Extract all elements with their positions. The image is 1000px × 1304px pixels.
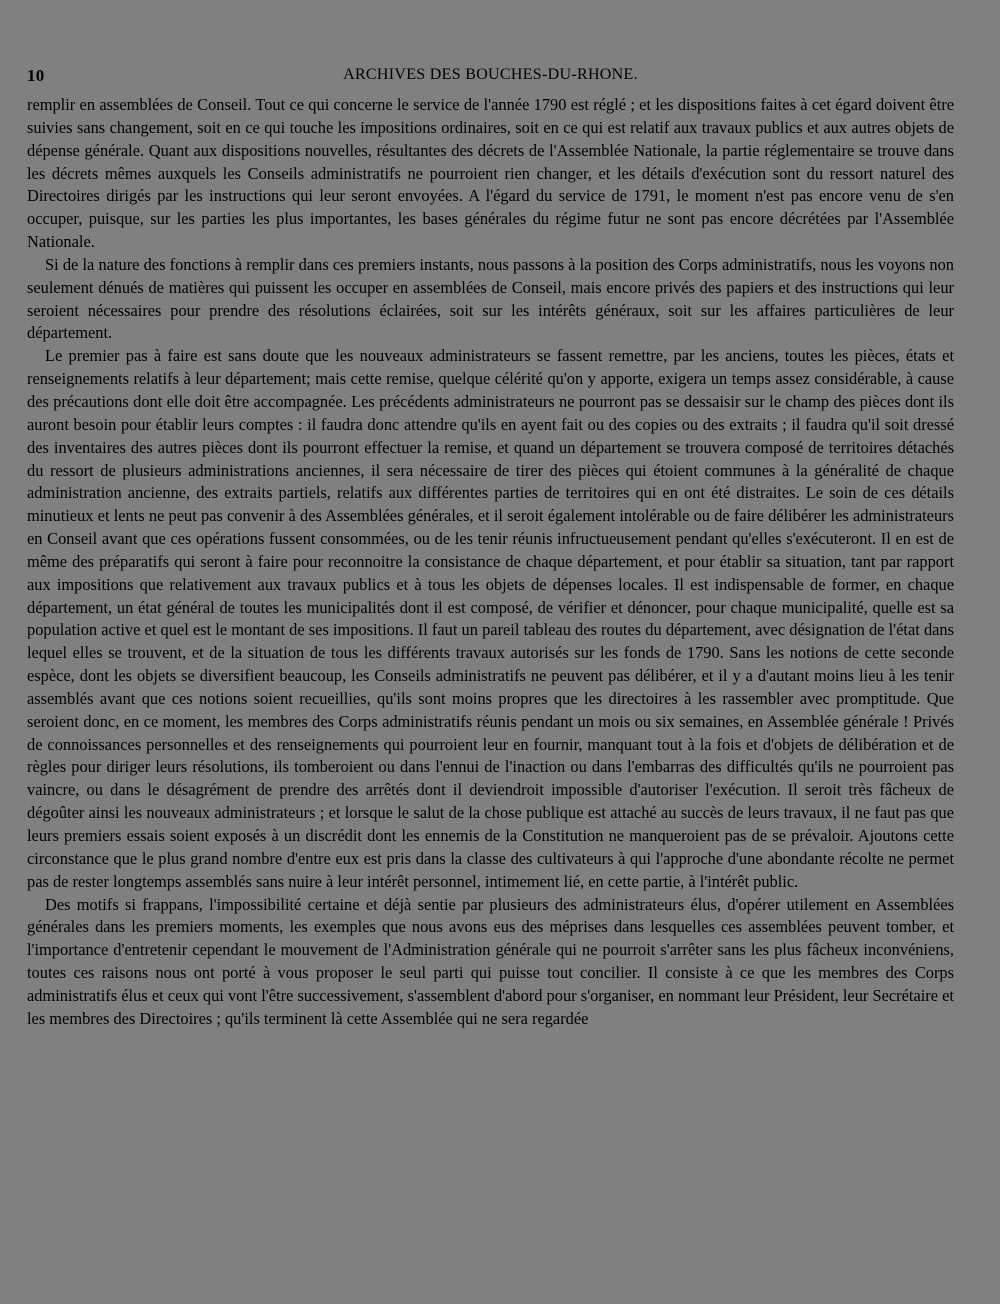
paragraph: Des motifs si frappans, l'impossibilité certaine et déjà sentie par plusieurs des administrateurs élus, d'opérer utilement en Assemblées générales dans les premiers moments, les exemples que nous avons eus des méprises dans lesquelles ces assemblées peuvent tomber, et l'importance d'entretenir cependant le mouvement de l'Administration générale qui ne pourroit s'arrêter sans les plus fâcheux inconvéniens, toutes ces raisons nous ont porté à vous proposer le seul parti qui puisse tout concilier. Il consiste à ce que les membres des Corps administratifs élus et ceux qui vont l'être successivement, s'assemblent d'abord pour s'organiser, en nommant leur Président, leur Secrétaire et les membres des Directoires ; qu'ils terminent là cette Assemblée qui ne sera regardée [27, 894, 954, 1028]
paragraph: Le premier pas à faire est sans doute que les nouveaux administrateurs se fassent remettre, par les anciens, toutes les pièces, états et renseignements relatifs à leur département; mais cette remise, quelque célérité qu'on y apporte, exigera un temps assez considérable, à cause des précautions dont elle doit être accompagnée. Les précédents administrateurs ne pourront pas se dessaisir sur le champ des pièces dont ils auront besoin pour établir leurs comptes : il faudra donc attendre qu'ils en ayent fait ou des copies ou des extraits ; il faudra qu'il soit dressé des inventaires des autres pièces dont ils pourront effectuer la remise, et quand un département se trouvera composé de territoires détachés du ressort de plusieurs administrations anciennes, il sera nécessaire de tirer des pièces qui étoient communes à la généralité de chaque administration ancienne, des extraits partiels, relatifs aux différentes parties de territoires qui en ont été distraites. Le soin de ces détails minutieux et lents ne peut pas convenir à des Assemblées générales, et il seroit également intolérable ou de faire délibérer les administrateurs en Conseil avant que ces opérations fussent consommées, ou de les tenir réunis infructueusement pendant qu'elles s'exécuteront. Il en est de même des préparatifs qui seront à faire pour reconnoitre la consistance de chaque département, et pour établir sa situation, tant par rapport aux impositions que relativement aux travaux publics et à tous les objets de dépenses locales. Il est indispensable de former, en chaque département, un état général de toutes les municipalités dont il est composé, de vérifier et dénoncer, pour chaque municipalité, quelle est sa population active et quel est le montant de ses impositions. Il faut un pareil tableau des routes du département, avec désignation de l'état dans lequel elles se trouvent, et de la situation de tous les différents travaux autorisés sur les fonds de 1790. Sans les notions de cette seconde espèce, dont les objets se diversifient beaucoup, les Conseils administratifs ne peuvent pas délibérer, et il y a d'autant moins lieu à les tenir assemblés avant que ces notions soient recueillies, qu'ils sont moins propres que les directoires à les rassembler avec promptitude. Que seroient donc, en ce moment, les membres des Corps administratifs réunis pendant un mois ou six semaines, en Assemblée générale ! Privés de connoissances personnelles et des renseignements qui pourroient leur en fournir, manquant tout à la fois et d'objets de délibération et de règles pour diriger leurs résolutions, ils tomberoient ou dans l'ennui de l'inaction ou dans l'embarras des difficultés qu'ils ne pourroient pas vaincre, ou dans le désagrément de prendre des arrêtés dont il deviendroit impossible d'autoriser l'exécution. Il seroit très fâcheux de dégoûter ainsi les nouveaux administrateurs ; et lorsque le salut de la chose publique est attaché au succès de leurs travaux, il ne faut pas que leurs premiers essais soient exposés à un discrédit dont les ennemis de la Constitution ne manqueroient pas de se prévaloir. Ajoutons cette circonstance que le plus grand nombre d'entre eux est pris dans la classe des cultivateurs à qui l'approche d'une abondante récolte ne permet pas de rester longtemps assemblés sans nuire à leur intérêt personnel, intimement lié, en cette partie, à l'intérêt public. [27, 346, 954, 891]
paragraph: remplir en assemblées de Conseil. Tout ce qui concerne le service de l'année 1790 est réglé ; et les dispositions faites à cet égard doivent être suivies sans changement, soit en ce qui touche les impositions ordinaires, soit en ce qui est relatif aux travaux publics et aux autres objets de dépense générale. Quant aux dispositions nouvelles, résultantes des décrets de l'Assemblée Nationale, la partie réglementaire se trouve dans les décrets mêmes auxquels les Conseils administratifs ne pourroient rien changer, et les détails d'exécution sont du ressort naturel des Directoires dirigés par les instructions qui leur seront envoyées. A l'égard du service de 1791, le moment n'est pas encore venu de s'en occuper, puisque, sur les parties les plus importantes, les bases générales du régime futur ne sont pas encore décrétées par l'Assemblée Nationale. [27, 95, 954, 252]
running-title: ARCHIVES DES BOUCHES-DU-RHONE. [343, 66, 638, 83]
page-header [27, 62, 954, 94]
page-number: 10 [27, 66, 45, 85]
paragraph: Si de la nature des fonctions à remplir dans ces premiers instants, nous passons à la position des Corps administratifs, nous les voyons non seulement dénués de matières qui puissent les occuper en assemblées de Conseil, mais encore privés des papiers et des instructions qui leur seroient nécessaires pour prendre des résolutions éclairées, soit sur les intérêts généraux, soit sur les affaires particulières de leur département. [27, 254, 954, 343]
body-text [27, 94, 954, 1031]
